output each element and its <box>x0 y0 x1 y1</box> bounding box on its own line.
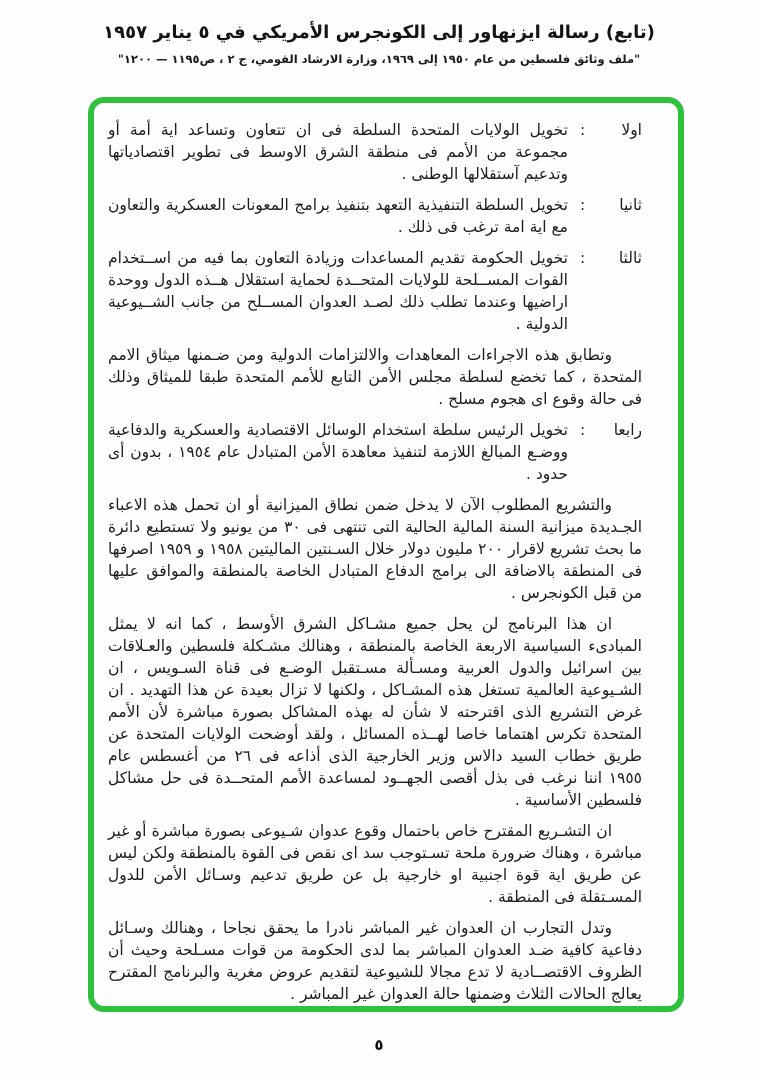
clause-second <box>108 194 642 238</box>
page-header <box>0 22 758 66</box>
clause-third <box>108 247 642 335</box>
clause-text: تخويل الولايات المتحدة السلطة فى ان تتعاون وتساعد اية أمة أو مجموعة من الأمم فى منطقة الشرق الاوسط فى تطوير اقتصادياتها وتدعيم آستقلالها الوطنى . <box>108 121 568 183</box>
clause-colon: : <box>580 196 586 214</box>
body-paragraph: وتطابق هذه الاجراءات المعاهدات والالتزامات الدولية ومن ضـمنها ميثاق الامم المتحدة ، كما تخضع لسلطة مجلس الأمن التابع للأمم المتحدة طبقا للميثاق وذلك فى حالة وقوع اى هجوم مسلح . <box>108 346 642 408</box>
clause-label <box>568 194 642 238</box>
clause-label-text: اولا <box>621 121 642 139</box>
clause-text: تخويل الرئيس سلطة استخدام الوسائل الاقتصادية والعسكرية والدفاعية ووضـع المبالغ اللازمة لتنفيذ معاهدة الأمن المتبادل عام ١٩٥٤ ، بدون أى حدود . <box>108 421 568 483</box>
clause-label-text: ثانيا <box>619 196 642 214</box>
clause-label-text: ثالثا <box>618 249 642 267</box>
clause-label <box>568 247 642 335</box>
clause-colon: : <box>580 421 586 439</box>
clause-label-text: رابعا <box>613 421 642 439</box>
document-source-citation: "ملف وثائق فلسطين من عام ١٩٥٠ إلى ١٩٦٩، وزارة الارشاد القومي، ج ٢ ، ص١١٩٥ — ١٢٠٠" <box>117 52 641 66</box>
body-paragraph: والتشريع المطلوب الآن لا يدخل ضمن نطاق الميزانية أو ان تحمل هذه الاعباء الجـديدة ميزانية السنة المالية الحالية التى تنتهى فى ٣٠ من يونيو ولا تستطيع دائرة ما بحث تشريع لاقرار ٢٠٠ مليون دولار خلال السـنتين الماليتين ١٩٥٨ و ١٩٥٩ اصرفها فى المنطقة بالاضافة الى برامج الدفاع المتبادل الخاصة بالمنطقة والموافق عليها من قبل الكونجرس . <box>108 496 642 602</box>
clause-fourth <box>108 419 642 485</box>
body-paragraph: ان هذا البرنامج لن يحل جميع مشـاكل الشرق الأوسط ، كما انه لا يمثل المبادىء السياسية الاربعة الخاصة بالمنطقة ، وهنالك مشـكلة فلسطين والعـلاقات بين اسرائيل والدول العربية ومسـألة مسـتقبل الوضـع فى قناة السـويس ، ان الشـيوعية العالمية تستغل هذه المشـاكل ، ولكنها لا تزال بعيدة عن هذا التهديد . ان غرض التشريع الذى اقترحته لا شأن له بهذه المشاكل بصورة مباشرة لأن الأمم المتحدة تكرس اهتماما خاصا لهــذه المسائل ، ولقد أوضحت الولايات المتحدة عن طريق خطاب السيد دالاس وزير الخارجية الذى أذاعه فى ٢٦ من أغسطس عام ١٩٥٥ اننا نرغب فى بذل أقصى الجهــود لمساعدة الأمم المتحــدة فى حل مشاكل فلسطين الأساسية . <box>108 615 642 809</box>
body-paragraph: وتدل التجارب ان العدوان غير المباشر نادرا ما يحقق نجاحا ، وهنالك وسـائل دفاعية كافية ضـد العدوان المباشر بما لدى الحكومة من قوات مسـلحة وحيث أن الظروف الاقتصــادية لا تدع مجالا للشيوعية لتقديم عروض مغرية والبرنامج المقترح يعالج الحالات الثلاث وضمنها حالة العدوان غير المباشر . <box>108 919 642 1003</box>
clause-colon: : <box>580 121 586 139</box>
clause-label <box>568 119 642 185</box>
clause-colon: : <box>580 249 586 267</box>
clause-text: تخويل السلطة التنفيذية التعهد بتنفيذ برامج المعونات العسكرية والتعاون مع اية امة ترغب فى ذلك . <box>108 196 568 236</box>
clause-first <box>108 119 642 185</box>
clause-label <box>568 419 642 485</box>
document-title: (تابع) رسالة ايزنهاور إلى الكونجرس الأمريكي في ٥ يناير ١٩٥٧ <box>103 22 655 43</box>
body-paragraph: ان التشـريع المقترح خاص باحتمال وقوع عدوان شـيوعى بصورة مباشرة أو غير مباشرة ، وهناك ضرورة ملحة تسـتوجب سد اى نقص فى القوة بالمنطقة ولكن ليس عن طريق اية قوة اجنبية او خارجية بل عن طريق تدعيم وسـائل الأمن للدول المسـتقلة فى المنطقة . <box>108 822 642 906</box>
highlighted-text-box <box>88 97 684 1012</box>
clause-text: تخويل الحكومة تقديم المساعدات وزيادة التعاون بما فيه من اســتخدام القوات المســلحة للولايات المتحــدة لحماية استقلال هــذه الدول ووحدة اراضيها وعندما تطلب ذلك لصـد العدوان المســلح من جانب الشــيوعية الدولية . <box>108 249 568 333</box>
page-number: ٥ <box>374 1036 384 1054</box>
